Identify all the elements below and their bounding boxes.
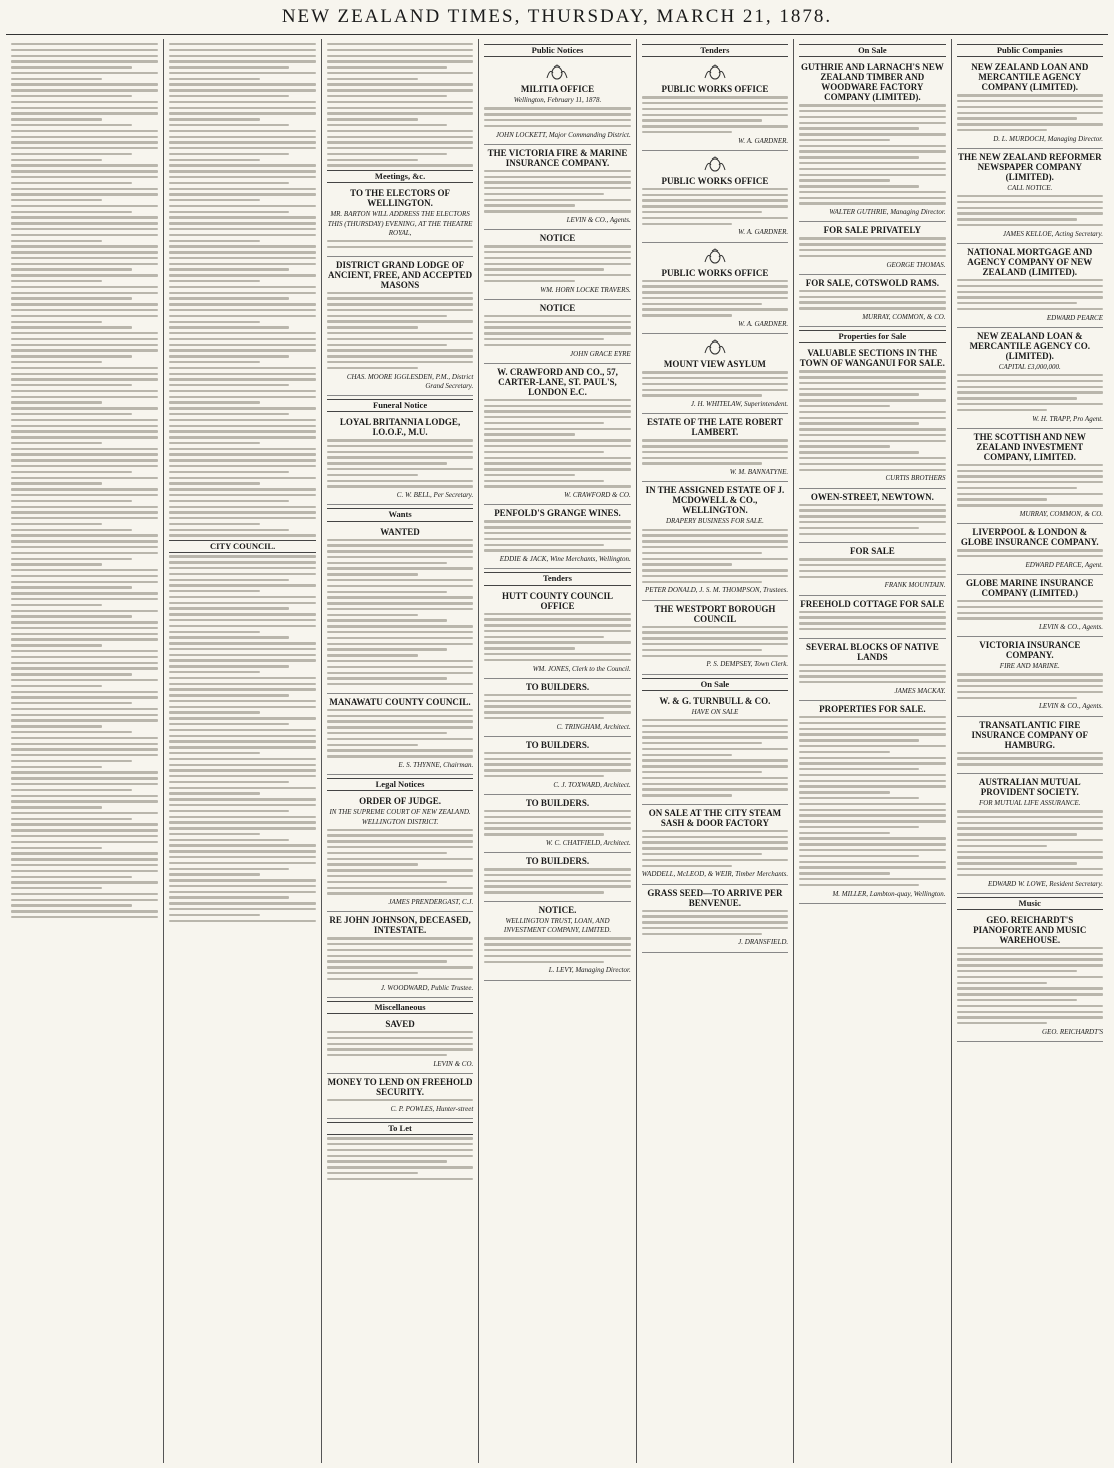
advertisement-signature: W. A. GARDNER. [738,136,789,145]
section-heading: Miscellaneous [327,1001,473,1014]
newspaper-column [478,39,635,1463]
advertisement-signature: P. S. DEMPSEY, Town Clerk. [706,660,789,669]
advertisement-title: TO BUILDERS. [525,798,590,808]
section-heading: Properties for Sale [799,330,945,343]
illegible-text-lines [484,170,630,213]
advertisement-title: VICTORIA INSURANCE COMPANY. [979,640,1081,661]
advertisement [799,59,945,222]
illegible-text-lines [327,539,473,686]
illegible-text-lines [642,529,788,583]
advertisement-title: MANAWATU COUNTY COUNCIL. [329,696,471,707]
advertisement-title: OWEN-STREET, NEWTOWN. [810,491,934,502]
illegible-text-lines [799,104,945,205]
advertisement-title: RE JOHN JOHNSON, DECEASED, INTESTATE. [329,915,471,936]
illegible-text-lines [799,237,945,257]
masthead-title: NEW ZEALAND TIMES, THURSDAY, MARCH 21, 1878. [281,6,833,27]
advertisement-signature: J. WOODWARD, Public Trustee. [380,983,474,992]
advertisement-title: HUTT COUNTY COUNCIL OFFICE [501,590,613,611]
section-heading: Tenders [484,572,630,585]
advertisement [484,59,630,145]
advertisement [957,524,1103,575]
advertisement [957,575,1103,637]
illegible-text-lines [484,245,630,282]
advertisement [957,774,1103,894]
illegible-text-lines [642,188,788,225]
advertisement-title: ESTATE OF THE LATE ROBERT LAMBERT. [647,417,783,438]
advertisement-subtitle: DRAPERY BUSINESS FOR SALE. [665,517,764,526]
illegible-text-lines [484,694,630,720]
illegible-text-lines [642,96,788,133]
illegible-text-lines [642,910,788,936]
illegible-text-lines [799,290,945,310]
advertisement-signature: EDWARD W. LOWE, Resident Secretary. [987,879,1103,888]
advertisement-signature: D. L. MURDOCH, Managing Director. [993,134,1103,143]
advertisement [642,243,788,335]
royal-crest-icon [702,248,728,266]
advertisement-signature: GEO. REICHARDT'S [1042,1027,1103,1036]
advertisement-signature: W. M. BANNATYNE. [729,468,789,477]
illegible-text-lines [799,716,945,886]
advertisement [799,543,945,595]
advertisement-signature: JOHN GRACE EYRE [570,349,631,358]
illegible-text-lines [484,520,630,551]
advertisement-title: W. CRAWFORD AND CO., 57, CARTER-LANE, ST. PAUL'S, LONDON E.C. [497,366,618,397]
advertisement-title: NEW ZEALAND LOAN AND MERCANTILE AGENCY COMPANY (LIMITED). [971,62,1089,93]
newspaper-column [163,39,320,1463]
illegible-text-lines [484,868,630,894]
advertisement-title: GLOBE MARINE INSURANCE COMPANY (LIMITED.) [966,577,1094,598]
advertisement [327,1074,473,1119]
advertisement-title: ON SALE AT THE CITY STEAM SASH & DOOR FACTORY [648,807,782,828]
advertisement [642,59,788,151]
royal-crest-icon [702,64,728,82]
illegible-text-lines [327,240,473,248]
advertisement-subtitle: MR. BARTON WILL ADDRESS THE ELECTORS THIS (THURSDAY) EVENING, AT THE THEATRE ROYAL, [327,210,473,237]
advertisement [957,328,1103,429]
advertisement-title: FOR SALE [849,546,895,557]
newspaper-column [6,39,163,1463]
advertisement-signature: PETER DONALD, J. S. M. THOMPSON, Trustees. [645,586,789,595]
advertisement [484,853,630,902]
royal-crest-icon [544,64,570,82]
advertisement-title: THE SCOTTISH AND NEW ZEALAND INVESTMENT COMPANY, LIMITED. [973,431,1086,462]
illegible-text-lines [799,370,945,471]
advertisement-signature: LEVIN & CO., Agents. [1038,623,1103,632]
advertisement-title: MILITIA OFFICE [520,84,595,95]
advertisement-title: THE WESTPORT BOROUGH COUNCIL [654,603,776,624]
advertisement [642,151,788,243]
advertisement-signature: J. H. WHITELAW, Superintendent. [690,400,789,409]
advertisement-title: PROPERTIES FOR SALE. [819,704,926,715]
advertisement-subtitle: FOR MUTUAL LIFE ASSURANCE. [978,798,1081,807]
advertisement-title: PUBLIC WORKS OFFICE [661,84,769,95]
advertisement-title: TRANSATLANTIC FIRE INSURANCE COMPANY OF HAMBURG. [971,719,1089,750]
newspaper-column [321,39,478,1463]
advertisement [642,482,788,600]
illegible-text-lines [484,107,630,127]
illegible-text-lines [957,673,1103,699]
advertisement-title: THE NEW ZEALAND REFORMER NEWSPAPER COMPANY (LIMITED). [957,151,1102,182]
advertisement-subtitle: CAPITAL £3,000,000. [998,362,1061,371]
section-heading: Tenders [642,44,788,57]
advertisement [327,257,473,396]
section-heading: Legal Notices [327,778,473,791]
advertisement-signature: WM. JONES, Clerk to the Council. [532,664,631,673]
newspaper-column [951,39,1108,1463]
illegible-text-lines [169,555,315,922]
advertisement-signature: C. J. TOXWARD, Architect. [553,780,631,789]
advertisement [484,364,630,506]
advertisement-signature: C. TRINGHAM, Architect. [556,722,631,731]
advertisement-signature: EDWARD PEARCE, Agent. [1025,560,1103,569]
illegible-text-lines [642,719,788,797]
illegible-text-lines [957,195,1103,226]
advertisement [799,701,945,904]
section-heading: On Sale [642,678,788,691]
illegible-text-lines [957,752,1103,766]
advertisement [484,588,630,679]
advertisement-signature: EDDIE & JACK, Wine Merchants, Wellington. [499,555,631,564]
section-heading: On Sale [799,44,945,57]
royal-crest-icon [702,339,728,357]
section-heading: Public Notices [484,44,630,57]
advertisement-signature: MURRAY, COMMON, & CO. [1019,509,1103,518]
advertisement [327,185,473,256]
advertisement-signature: FRANK MOUNTAIN. [884,581,946,590]
advertisement-subtitle: Wellington, February 11, 1878. [513,96,602,105]
advertisement-signature: C. W. BELL, Per Secretary. [396,491,474,500]
advertisement [642,414,788,482]
illegible-text-lines [642,439,788,465]
advertisement-title: NOTICE [539,302,576,313]
illegible-text-lines [642,626,788,657]
advertisement-signature: M. MILLER, Lambton-quay, Wellington. [832,889,946,898]
illegible-text-lines [799,611,945,631]
advertisement-signature: EDWARD PEARCE [1046,313,1103,322]
advertisement-signature: JAMES PRENDERGAST, C.J. [388,898,474,907]
advertisement-title: IN THE ASSIGNED ESTATE OF J. MCDOWELL & CO., WELLINGTON. [645,485,785,516]
royal-crest-icon [702,156,728,174]
illegible-text-lines [484,810,630,836]
illegible-text-lines [484,937,630,963]
illegible-text-lines [642,830,788,867]
section-heading: Meetings, &c. [327,170,473,183]
advertisement-signature: W. CRAWFORD & CO. [564,491,631,500]
advertisement [957,149,1103,244]
advertisement-title: GUTHRIE AND LARNACH'S NEW ZEALAND TIMBER AND WOODWARE FACTORY COMPANY (LIMITED). [800,62,944,103]
illegible-text-lines [799,558,945,578]
illegible-text-lines [327,439,473,488]
illegible-text-lines [957,947,1103,1025]
advertisement [484,737,630,795]
advertisement-title: TO THE ELECTORS OF WELLINGTON. [350,188,450,209]
page-columns [6,39,1108,1463]
advertisement [957,59,1103,149]
advertisement-title: VALUABLE SECTIONS IN THE TOWN OF WANGANUI FOR SALE. [799,348,945,369]
advertisement-signature: W. H. TRAPP, Pro Agent. [1032,414,1103,423]
advertisement-title: ORDER OF JUDGE. [359,796,442,807]
advertisement [484,230,630,300]
illegible-text-lines [957,94,1103,131]
advertisement [484,902,630,981]
illegible-text-lines [484,399,630,488]
illegible-text-lines [327,1137,473,1180]
advertisement-signature: CHAS. MOORE IGGLESDEN, P.M., District Grand Secretary. [346,372,474,390]
advertisement-signature: W. A. GARDNER. [738,320,789,329]
advertisement [957,637,1103,716]
advertisement [642,334,788,414]
advertisement [799,596,945,639]
advertisement [642,601,788,675]
advertisement [484,795,630,853]
advertisement [799,345,945,488]
advertisement-title: W. & G. TURNBULL & CO. [659,695,771,706]
advertisement-title: SAVED [385,1018,415,1029]
illegible-text-lines [327,1031,473,1057]
advertisement-title: PUBLIC WORKS OFFICE [661,267,769,278]
advertisement-title: TO BUILDERS. [525,856,590,867]
illegible-text-lines [327,709,473,758]
illegible-text-lines [642,371,788,397]
advertisement [327,524,473,694]
illegible-text-lines [799,664,945,684]
advertisement-signature: WM. HORN LOCKE TRAVERS. [540,285,631,294]
newspaper-column [793,39,950,1463]
advertisement-title: NOTICE. [538,905,577,916]
advertisement-signature: W. C. CHATFIELD, Architect. [545,838,631,847]
illegible-text-lines [484,752,630,778]
section-heading: To Let [327,1122,473,1135]
advertisement-subtitle: HAVE ON SALE [691,707,739,716]
advertisement-title: TO BUILDERS. [525,681,590,692]
illegible-text-lines [484,613,630,662]
illegible-text-lines [799,504,945,535]
advertisement [484,679,630,737]
advertisement [957,912,1103,1042]
advertisement [799,222,945,274]
section-heading: CITY COUNCIL. [169,540,315,553]
advertisement-title: THE VICTORIA FIRE & MARINE INSURANCE COMPANY. [487,147,628,168]
illegible-text-lines [11,43,158,918]
section-heading: Funeral Notice [327,399,473,412]
advertisement [484,505,630,569]
advertisement-signature: L. LEVY, Managing Director. [548,966,631,975]
illegible-text-lines [642,280,788,317]
advertisement-signature: WALTER GUTHRIE, Managing Director. [829,208,946,217]
advertisement-signature: JOHN LOCKETT, Major Commanding District. [495,130,631,139]
advertisement-signature: GEORGE THOMAS. [886,260,946,269]
advertisement-signature: C. P. POWLES, Hunter-street [390,1104,474,1113]
advertisement-title: GEO. REICHARDT'S PIANOFORTE AND MUSIC WAREHOUSE. [973,914,1087,945]
advertisement [799,489,945,544]
illegible-text-lines [169,43,315,537]
section-heading: Wants [327,508,473,521]
advertisement-title: DISTRICT GRAND LODGE OF ANCIENT, FREE, AND ACCEPTED MASONS [328,259,473,290]
advertisement-title: MOUNT VIEW ASYLUM [663,359,766,370]
advertisement [327,793,473,912]
advertisement-title: FOR SALE PRIVATELY [823,225,922,236]
advertisement-subtitle: WELLINGTON TRUST, LOAN, AND INVESTMENT COMPANY, LIMITED. [503,917,612,935]
advertisement-signature: WADDELL, McLEOD, & WEIR, Timber Merchants. [641,870,789,879]
masthead [6,0,1108,35]
illegible-text-lines [957,549,1103,557]
advertisement-title: NEW ZEALAND LOAN & MERCANTILE AGENCY CO. (LIMITED). [969,330,1090,361]
advertisement [327,414,473,505]
illegible-text-lines [957,464,1103,507]
advertisement [799,639,945,701]
advertisement [327,912,473,997]
advertisement-title: AUSTRALIAN MUTUAL PROVIDENT SOCIETY. [978,776,1081,797]
advertisement-title: LOYAL BRITANNIA LODGE, I.O.O.F., M.U. [339,417,461,438]
advertisement-title: PENFOLD'S GRANGE WINES. [494,508,621,519]
illegible-text-lines [327,829,473,895]
advertisement [642,885,788,953]
advertisement [327,1016,473,1074]
illegible-text-lines [327,292,473,370]
advertisement [642,693,788,805]
advertisement-signature: J. DRANSFIELD. [738,938,789,947]
advertisement [484,300,630,364]
section-heading: Public Companies [957,44,1103,57]
illegible-text-lines [484,315,630,346]
advertisement-title: TO BUILDERS. [525,739,590,750]
advertisement-signature: JAMES KELLOE, Acting Secretary. [1002,229,1103,238]
advertisement-title: WANTED [380,526,420,537]
advertisement-subtitle: FIRE AND MARINE. [999,662,1060,671]
advertisement-title: PUBLIC WORKS OFFICE [661,175,769,186]
illegible-text-lines [957,374,1103,411]
section-heading: Music [957,897,1103,910]
advertisement-title: LIVERPOOL & LONDON & GLOBE INSURANCE COMPANY. [960,527,1099,548]
advertisement-title: FREEHOLD COTTAGE FOR SALE [800,598,945,609]
advertisement-subtitle: IN THE SUPREME COURT OF NEW ZEALAND. WELLINGTON DISTRICT. [329,808,471,826]
advertisement-title: GRASS SEED—TO ARRIVE PER BENVENUE. [647,887,783,908]
advertisement-title: MONEY TO LEND ON FREEHOLD SECURITY. [327,1077,473,1098]
advertisement-signature: E. S. THYNNE, Chairman. [398,760,474,769]
advertisement-title: FOR SALE, COTSWOLD RAMS. [805,277,939,288]
illegible-text-lines [957,810,1103,876]
advertisement-title: SEVERAL BLOCKS OF NATIVE LANDS [805,641,939,662]
advertisement-signature: MURRAY, COMMON, & CO. [862,312,946,321]
illegible-text-lines [327,43,473,167]
advertisement [957,717,1103,774]
illegible-text-lines [957,600,1103,620]
newspaper-column [636,39,793,1463]
illegible-text-lines [957,279,1103,310]
illegible-text-lines [327,1099,473,1101]
advertisement [327,694,473,775]
advertisement-signature: LEVIN & CO., Agents. [566,215,631,224]
advertisement-subtitle: CALL NOTICE. [1007,183,1053,192]
advertisement-signature: LEVIN & CO., Agents. [1038,702,1103,711]
advertisement [484,145,630,230]
advertisement [957,244,1103,328]
advertisement-signature: CURTIS BROTHERS [885,474,946,483]
advertisement-signature: JAMES MACKAY. [894,686,946,695]
advertisement [799,275,945,327]
advertisement-title: NATIONAL MORTGAGE AND AGENCY COMPANY OF NEW ZEALAND (LIMITED). [967,246,1093,277]
advertisement-title: NOTICE [539,233,576,244]
illegible-text-lines [327,937,473,980]
advertisement-signature: W. A. GARDNER. [738,228,789,237]
advertisement [957,429,1103,524]
advertisement-signature: LEVIN & CO. [433,1059,474,1068]
advertisement [642,805,788,885]
